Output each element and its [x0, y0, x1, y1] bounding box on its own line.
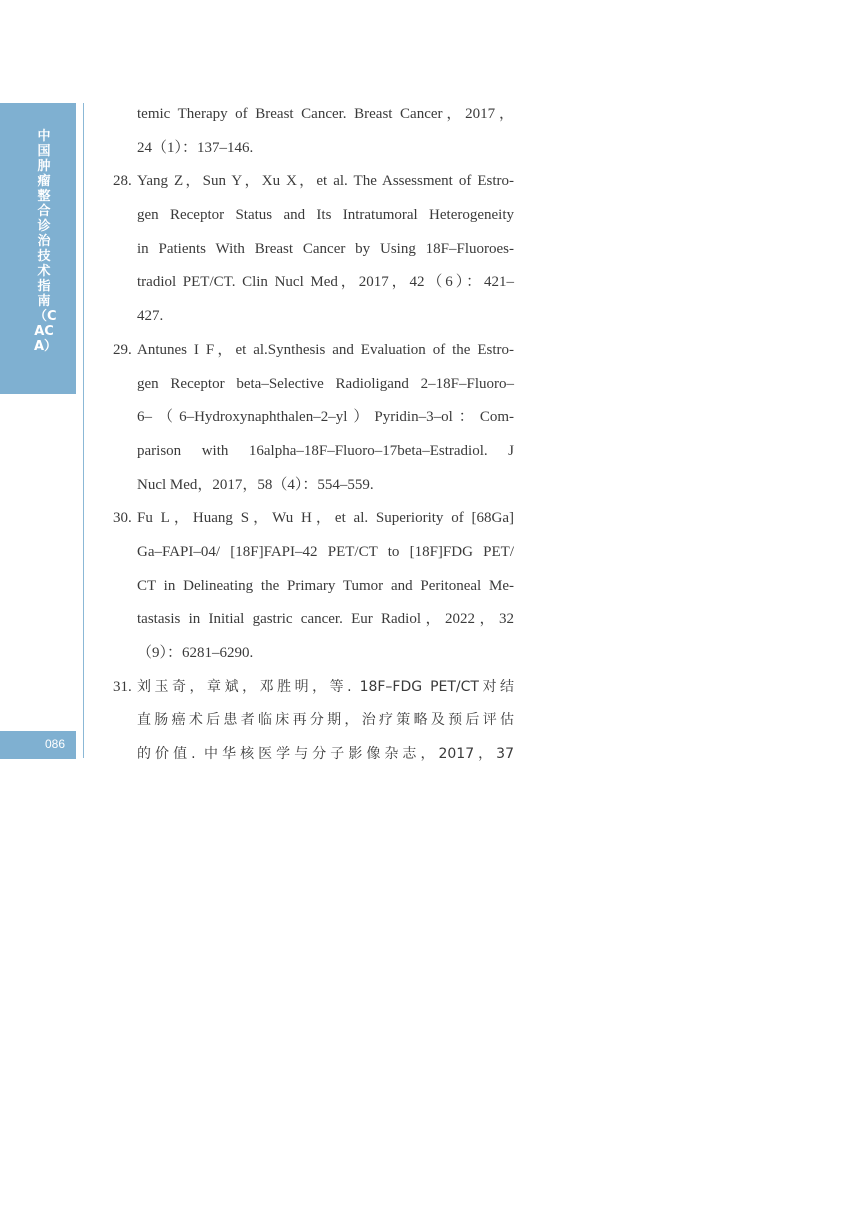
reference-line: gen Receptor beta–Selective Radioligand 2–18F–Fluoro–	[137, 375, 514, 392]
page-number-box	[0, 731, 76, 759]
reference-item	[113, 671, 514, 772]
reference-line: 直肠癌术后患者临床再分期，治疗策略及预后评估	[137, 712, 514, 729]
reference-line: parison with 16alpha–18F–Fluoro–17beta–Estradiol. J	[137, 442, 514, 459]
reference-line: 6–（6–Hydroxynaphthalen–2–yl）Pyridin–3–ol：Com-	[137, 409, 514, 426]
vertical-divider	[83, 103, 84, 758]
reference-item	[113, 165, 514, 333]
reference-line: gen Receptor Status and Its Intratumoral Heterogeneity	[137, 207, 514, 224]
reference-line: （9）：6281–6290.	[137, 645, 254, 661]
sidebar-title: 中国肿瘤整合诊治技术指南（CACA）	[34, 129, 58, 354]
reference-line: 24（1）：137–146.	[137, 139, 254, 156]
reference-line: Fu L，Huang S，Wu H，et al. Superiority of [68Ga]	[137, 510, 514, 527]
reference-line: Antunes I F，et al.Synthesis and Evaluation of the Estro-	[137, 341, 514, 358]
page-number: 086	[44, 737, 65, 751]
reference-line: 427.	[137, 308, 164, 325]
reference-line: tastasis in Initial gastric cancer. Eur Radiol，2022，32	[137, 611, 514, 628]
reference-number: 28.	[113, 173, 132, 190]
reference-number: 30.	[113, 510, 132, 527]
reference-line: in Patients With Breast Cancer by Using 18F–Fluoroes-	[137, 240, 514, 257]
reference-line: Yang Z，Sun Y，Xu X，et al. The Assessment of Estro-	[137, 173, 514, 190]
reference-line: CT in Delineating the Primary Tumor and Peritoneal Me-	[137, 577, 514, 594]
reference-number: 31.	[113, 678, 132, 695]
reference-line: tradiol PET/CT. Clin Nucl Med，2017，42（6）：421–	[137, 274, 514, 291]
reference-line: Ga–FAPI–04/ [18F]FAPI–42 PET/CT to [18F]FDG PET/	[137, 543, 514, 560]
reference-line: Nucl Med，2017，58（4）：554–559.	[137, 476, 374, 493]
reference-item	[113, 334, 514, 502]
reference-number: 29.	[113, 341, 132, 358]
reference-item	[113, 98, 514, 165]
reference-item	[113, 502, 514, 670]
reference-list	[113, 98, 514, 772]
reference-line: 刘玉奇，章斌，邓胜明，等. 18F–FDG PET/CT对结	[137, 678, 514, 695]
reference-line: 的价值. 中华核医学与分子影像杂志，2017，37	[137, 746, 514, 763]
reference-line: temic Therapy of Breast Cancer. Breast Cancer，2017，	[137, 106, 514, 122]
